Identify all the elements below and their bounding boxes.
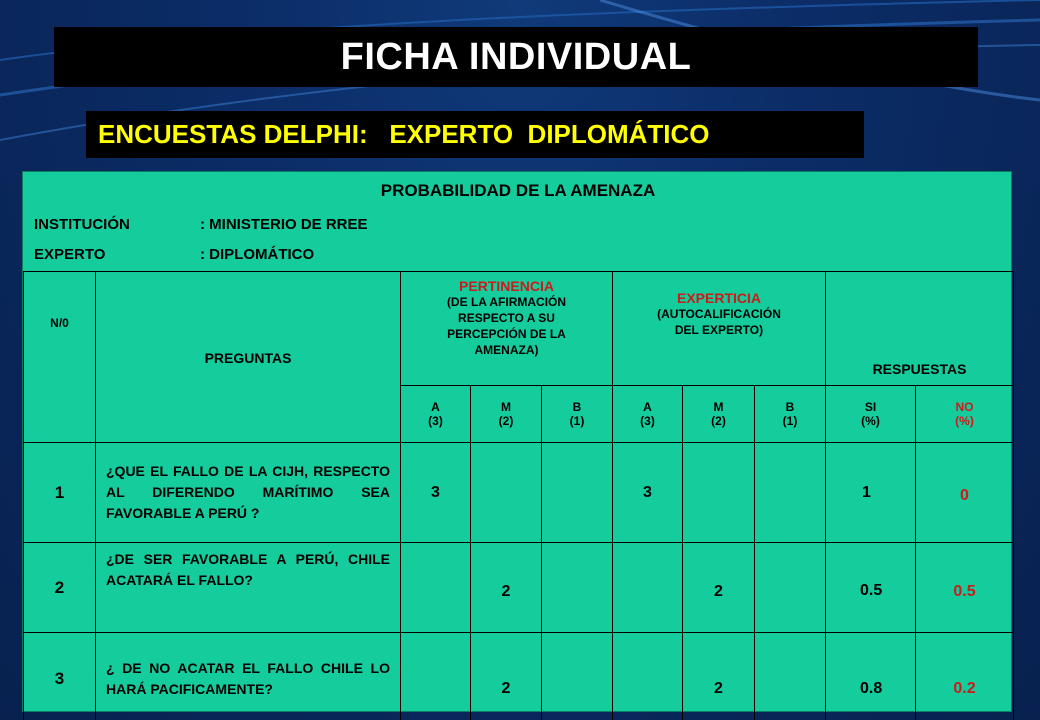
row-number: 3 [24, 633, 96, 720]
cell-experticia-m: 2 [683, 543, 755, 633]
subheader-experticia-a: A (3) [613, 386, 683, 443]
page-subtitle: ENCUESTAS DELPHI: EXPERTO DIPLOMÁTICO [86, 111, 864, 158]
row-question: ¿DE SER FAVORABLE A PERÚ, CHILE ACATARÁ EL FALLO? [96, 543, 401, 633]
institution-line [34, 216, 368, 233]
cell-experticia-a [613, 633, 683, 720]
cell-pertinencia-m: 2 [471, 543, 542, 633]
subheader-pertinencia-a: A (3) [401, 386, 471, 443]
subheader-experticia-m: M (2) [683, 386, 755, 443]
cell-experticia-b [755, 443, 826, 543]
cell-pertinencia-b [542, 443, 613, 543]
cell-no: 0.5 [916, 543, 1014, 633]
page-title: FICHA INDIVIDUAL [54, 27, 978, 87]
pertinencia-subtitle: (DE LA AFIRMACIÓN RESPECTO A SU PERCEPCIÓN DE LA AMENAZA) [446, 295, 567, 357]
cell-si: 1 [826, 443, 916, 543]
expert-line [34, 246, 314, 263]
experticia-subtitle: (AUTOCALIFICACIÓN DEL EXPERTO) [657, 307, 781, 337]
col-header-respuestas: RESPUESTAS [826, 272, 1014, 386]
survey-table [23, 271, 1014, 720]
subheader-pertinencia-m: M (2) [471, 386, 542, 443]
table-row [24, 543, 1014, 633]
subheader-si: SI (%) [826, 386, 916, 443]
row-question: ¿ DE NO ACATAR EL FALLO CHILE LO HARÁ PACIFICAMENTE? [96, 633, 401, 720]
header-row-main [24, 272, 1014, 386]
table-row [24, 443, 1014, 543]
cell-no: 0 [916, 443, 1014, 543]
cell-pertinencia-a [401, 543, 471, 633]
col-header-pertinencia [401, 272, 613, 386]
cell-pertinencia-b [542, 633, 613, 720]
table-row [24, 633, 1014, 720]
cell-experticia-m: 2 [683, 633, 755, 720]
cell-pertinencia-m: 2 [471, 633, 542, 720]
cell-pertinencia-a [401, 633, 471, 720]
cell-experticia-a: 3 [613, 443, 683, 543]
cell-experticia-a [613, 543, 683, 633]
cell-experticia-m [683, 443, 755, 543]
row-number: 2 [24, 543, 96, 633]
institution-label: INSTITUCIÓN [34, 216, 130, 233]
expert-value: : DIPLOMÁTICO [200, 246, 315, 263]
row-question: ¿QUE EL FALLO DE LA CIJH, RESPECTO AL DIFERENDO MARÍTIMO SEA FAVORABLE A PERÚ ? [96, 443, 401, 543]
row-number: 1 [24, 443, 96, 543]
institution-value: : MINISTERIO DE RREE [200, 216, 368, 233]
cell-si: 0.8 [826, 633, 916, 720]
subheader-experticia-b: B (1) [755, 386, 826, 443]
cell-pertinencia-a: 3 [401, 443, 471, 543]
experticia-title: EXPERTICIA [676, 290, 761, 306]
cell-pertinencia-b [542, 543, 613, 633]
cell-pertinencia-m [471, 443, 542, 543]
cell-experticia-b [755, 633, 826, 720]
cell-si: 0.5 [826, 543, 916, 633]
expert-label: EXPERTO [34, 246, 106, 263]
subheader-no: NO (%) [916, 386, 1014, 443]
cell-experticia-b [755, 543, 826, 633]
col-header-experticia [613, 272, 826, 386]
col-header-number: N/0 [24, 272, 96, 443]
survey-panel [22, 171, 1012, 712]
cell-no: 0.2 [916, 633, 1014, 720]
pertinencia-title: PERTINENCIA [459, 278, 554, 294]
panel-title: PROBABILIDAD DE LA AMENAZA [380, 181, 656, 200]
col-header-questions: PREGUNTAS [96, 272, 401, 443]
subheader-pertinencia-b: B (1) [542, 386, 613, 443]
